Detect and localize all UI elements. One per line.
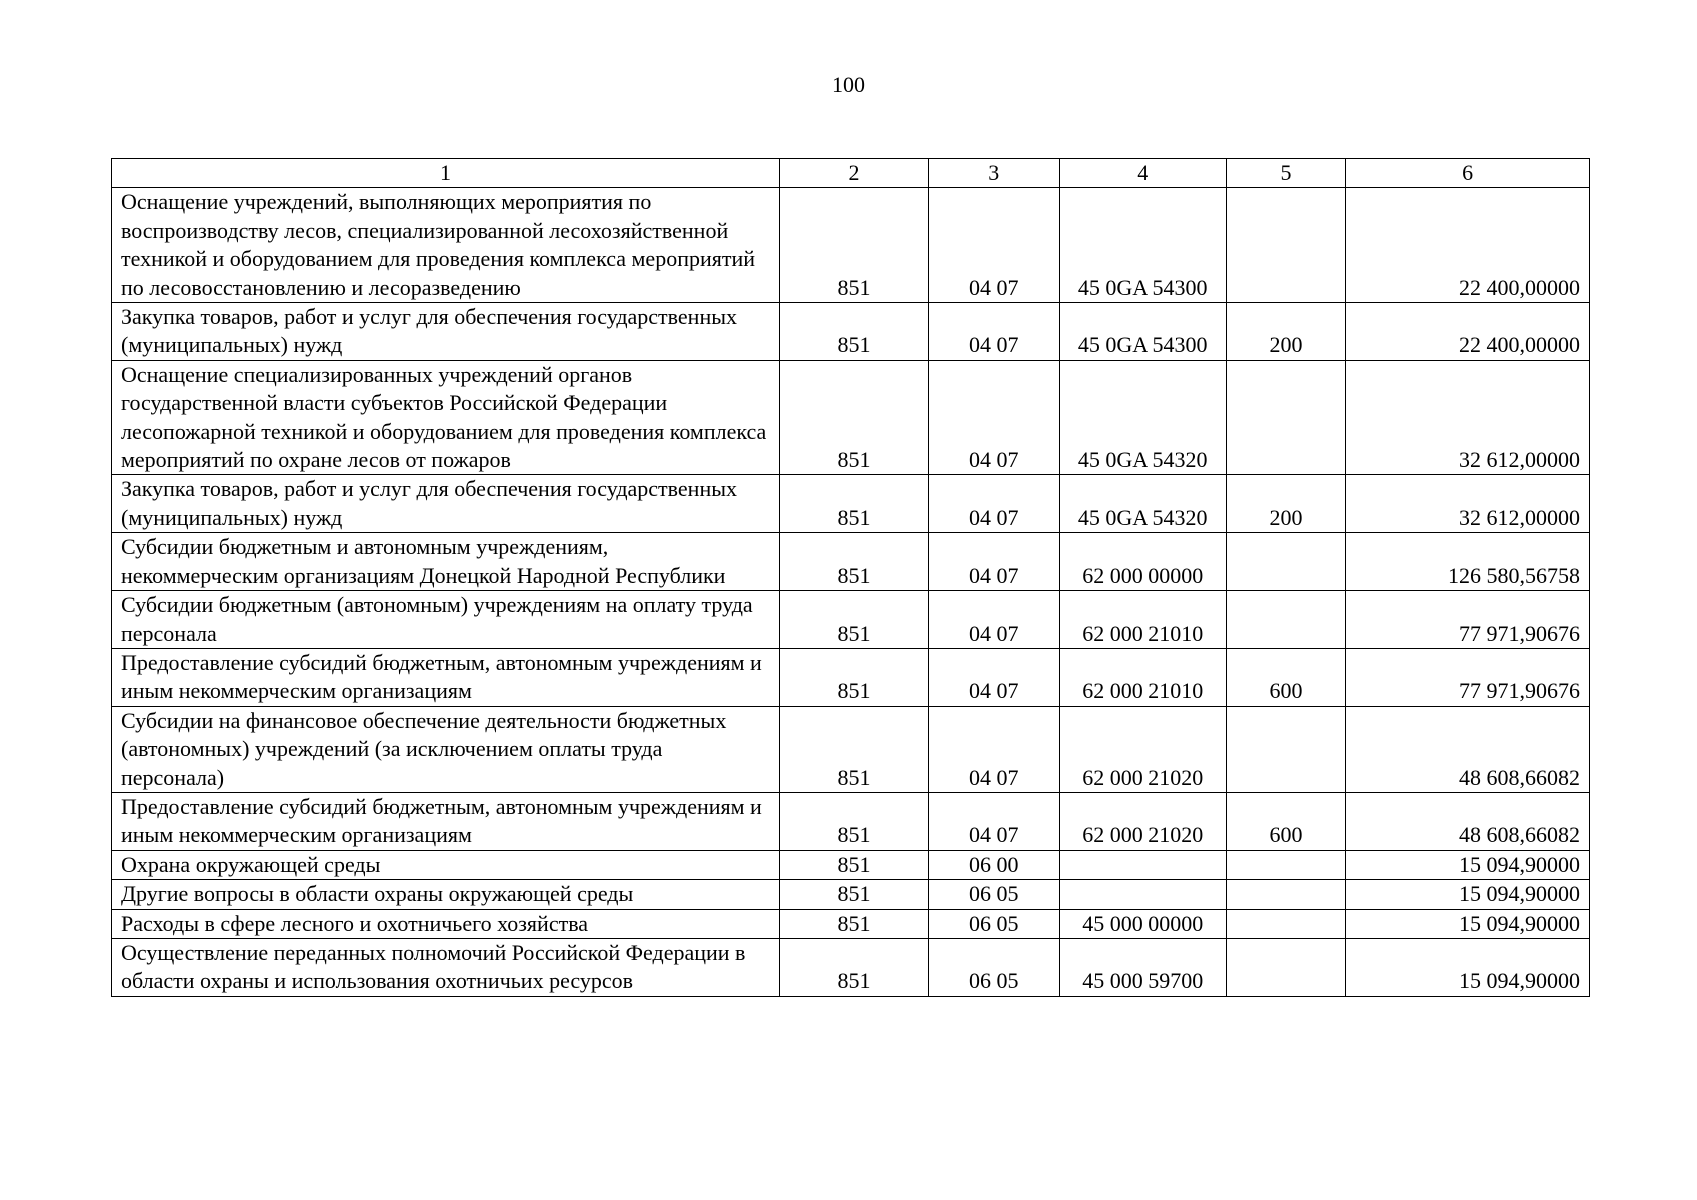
table-row bbox=[112, 706, 1590, 792]
ministry-code: 851 bbox=[780, 648, 929, 706]
target-article-code: 62 000 21020 bbox=[1059, 706, 1226, 792]
amount: 22 400,00000 bbox=[1346, 303, 1590, 361]
amount: 77 971,90676 bbox=[1346, 591, 1590, 649]
target-article-code: 62 000 00000 bbox=[1059, 533, 1226, 591]
expense-type-code bbox=[1226, 880, 1345, 909]
row-description: Расходы в сфере лесного и охотничьего хозяйства bbox=[112, 909, 780, 938]
ministry-code: 851 bbox=[780, 706, 929, 792]
budget-table bbox=[111, 158, 1590, 997]
table-row bbox=[112, 533, 1590, 591]
section-code: 04 07 bbox=[929, 706, 1060, 792]
row-description: Субсидии бюджетным (автономным) учреждениям на оплату труда персонала bbox=[112, 591, 780, 649]
amount: 32 612,00000 bbox=[1346, 360, 1590, 475]
target-article-code bbox=[1059, 850, 1226, 879]
row-description: Охрана окружающей среды bbox=[112, 850, 780, 879]
ministry-code: 851 bbox=[780, 303, 929, 361]
table-row bbox=[112, 591, 1590, 649]
table-row bbox=[112, 938, 1590, 996]
expense-type-code: 600 bbox=[1226, 792, 1345, 850]
row-description: Оснащение учреждений, выполняющих мероприятия по воспроизводству лесов, специализированной лесохозяйственной техникой и оборудованием для проведения комплекса мероприятий по лесовосстановлению и лесоразведению bbox=[112, 188, 780, 303]
row-description: Предоставление субсидий бюджетным, автономным учреждениям и иным некоммерческим организациям bbox=[112, 792, 780, 850]
section-code: 06 05 bbox=[929, 938, 1060, 996]
table-row bbox=[112, 792, 1590, 850]
row-description: Предоставление субсидий бюджетным, автономным учреждениям и иным некоммерческим организациям bbox=[112, 648, 780, 706]
target-article-code: 45 0GA 54320 bbox=[1059, 475, 1226, 533]
table-row bbox=[112, 360, 1590, 475]
expense-type-code bbox=[1226, 938, 1345, 996]
expense-type-code bbox=[1226, 533, 1345, 591]
amount: 32 612,00000 bbox=[1346, 475, 1590, 533]
section-code: 06 05 bbox=[929, 909, 1060, 938]
target-article-code: 45 0GA 54300 bbox=[1059, 303, 1226, 361]
column-header-4: 4 bbox=[1059, 159, 1226, 188]
target-article-code: 45 0GA 54320 bbox=[1059, 360, 1226, 475]
expense-type-code bbox=[1226, 706, 1345, 792]
row-description: Субсидии бюджетным и автономным учреждениям, некоммерческим организациям Донецкой Народной Республики bbox=[112, 533, 780, 591]
row-description: Закупка товаров, работ и услуг для обеспечения государственных (муниципальных) нужд bbox=[112, 303, 780, 361]
ministry-code: 851 bbox=[780, 533, 929, 591]
ministry-code: 851 bbox=[780, 909, 929, 938]
column-header-6: 6 bbox=[1346, 159, 1590, 188]
expense-type-code: 200 bbox=[1226, 475, 1345, 533]
table-row bbox=[112, 648, 1590, 706]
ministry-code: 851 bbox=[780, 792, 929, 850]
section-code: 04 07 bbox=[929, 303, 1060, 361]
target-article-code: 45 0GA 54300 bbox=[1059, 188, 1226, 303]
section-code: 04 07 bbox=[929, 792, 1060, 850]
section-code: 04 07 bbox=[929, 360, 1060, 475]
ministry-code: 851 bbox=[780, 938, 929, 996]
row-description: Субсидии на финансовое обеспечение деятельности бюджетных (автономных) учреждений (за исключением оплаты труда персонала) bbox=[112, 706, 780, 792]
row-description: Осуществление переданных полномочий Российской Федерации в области охраны и использования охотничьих ресурсов bbox=[112, 938, 780, 996]
ministry-code: 851 bbox=[780, 188, 929, 303]
ministry-code: 851 bbox=[780, 850, 929, 879]
amount: 48 608,66082 bbox=[1346, 706, 1590, 792]
table-row bbox=[112, 909, 1590, 938]
table-row bbox=[112, 880, 1590, 909]
section-code: 04 07 bbox=[929, 533, 1060, 591]
amount: 15 094,90000 bbox=[1346, 880, 1590, 909]
amount: 77 971,90676 bbox=[1346, 648, 1590, 706]
amount: 48 608,66082 bbox=[1346, 792, 1590, 850]
table-row bbox=[112, 303, 1590, 361]
ministry-code: 851 bbox=[780, 475, 929, 533]
amount: 15 094,90000 bbox=[1346, 909, 1590, 938]
page-number: 100 bbox=[832, 72, 865, 97]
amount: 126 580,56758 bbox=[1346, 533, 1590, 591]
column-header-5: 5 bbox=[1226, 159, 1345, 188]
target-article-code: 62 000 21020 bbox=[1059, 792, 1226, 850]
target-article-code: 45 000 59700 bbox=[1059, 938, 1226, 996]
expense-type-code bbox=[1226, 591, 1345, 649]
ministry-code: 851 bbox=[780, 591, 929, 649]
section-code: 04 07 bbox=[929, 188, 1060, 303]
ministry-code: 851 bbox=[780, 360, 929, 475]
target-article-code: 62 000 21010 bbox=[1059, 648, 1226, 706]
table-row bbox=[112, 188, 1590, 303]
section-code: 04 07 bbox=[929, 475, 1060, 533]
amount: 15 094,90000 bbox=[1346, 850, 1590, 879]
target-article-code: 62 000 21010 bbox=[1059, 591, 1226, 649]
table-header-row bbox=[112, 159, 1590, 188]
row-description: Оснащение специализированных учреждений органов государственной власти субъектов Российской Федерации лесопожарной техникой и оборудованием для проведения комплекса мероприятий по охране лесов от пожаров bbox=[112, 360, 780, 475]
column-header-2: 2 bbox=[780, 159, 929, 188]
column-header-1: 1 bbox=[112, 159, 780, 188]
section-code: 06 05 bbox=[929, 880, 1060, 909]
expense-type-code bbox=[1226, 360, 1345, 475]
table-row bbox=[112, 475, 1590, 533]
column-header-3: 3 bbox=[929, 159, 1060, 188]
section-code: 04 07 bbox=[929, 648, 1060, 706]
table-row bbox=[112, 850, 1590, 879]
ministry-code: 851 bbox=[780, 880, 929, 909]
amount: 22 400,00000 bbox=[1346, 188, 1590, 303]
row-description: Другие вопросы в области охраны окружающей среды bbox=[112, 880, 780, 909]
expense-type-code bbox=[1226, 188, 1345, 303]
expense-type-code: 600 bbox=[1226, 648, 1345, 706]
target-article-code: 45 000 00000 bbox=[1059, 909, 1226, 938]
expense-type-code bbox=[1226, 850, 1345, 879]
expense-type-code: 200 bbox=[1226, 303, 1345, 361]
section-code: 04 07 bbox=[929, 591, 1060, 649]
amount: 15 094,90000 bbox=[1346, 938, 1590, 996]
section-code: 06 00 bbox=[929, 850, 1060, 879]
expense-type-code bbox=[1226, 909, 1345, 938]
target-article-code bbox=[1059, 880, 1226, 909]
row-description: Закупка товаров, работ и услуг для обеспечения государственных (муниципальных) нужд bbox=[112, 475, 780, 533]
